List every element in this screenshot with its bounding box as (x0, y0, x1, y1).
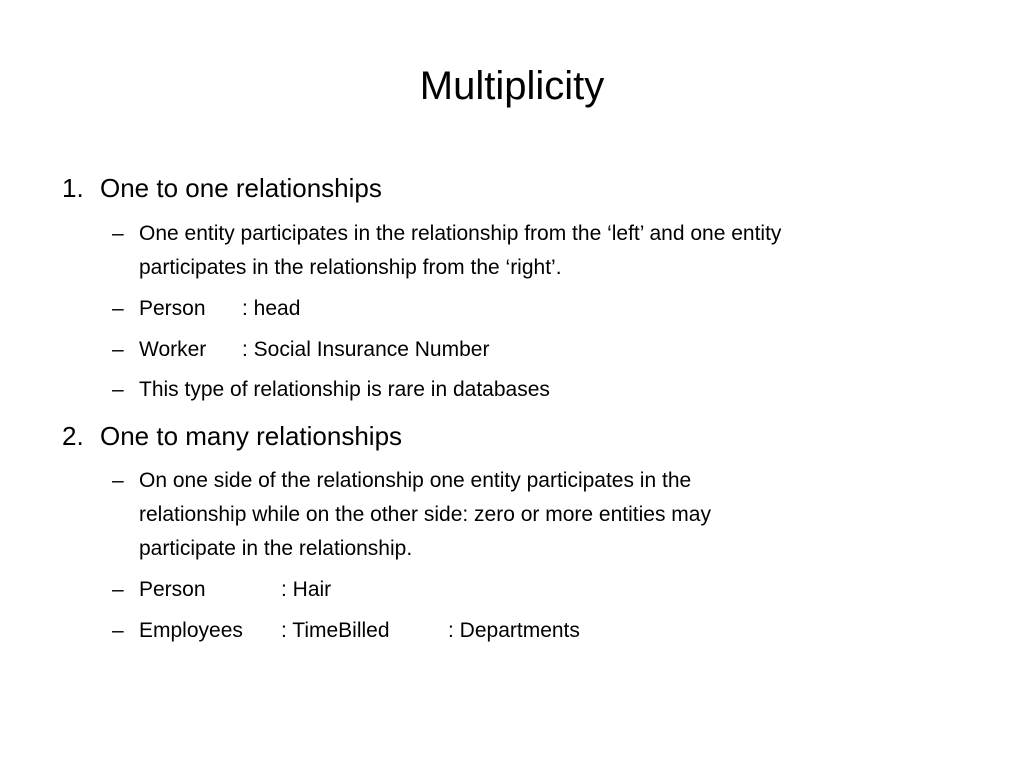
bullet-dash: – (112, 338, 124, 361)
bullet-1-1-line-1: One entity participates in the relationship from the ‘left’ and one entity (139, 222, 782, 245)
section-1-heading-text: One to one relationships (100, 173, 382, 203)
bullet-dash: – (112, 378, 124, 401)
bullet-1-2 (112, 292, 992, 326)
bullet-1-2-value: : head (242, 297, 301, 320)
section-1-number: 1. (62, 173, 84, 203)
bullet-1-2-term: Person (139, 297, 206, 320)
bullet-1-1-text (139, 217, 992, 285)
bullet-2-1-line-2: relationship while on the other side: zero or more entities may (139, 503, 711, 526)
bullet-1-3-value: : Social Insurance Number (242, 338, 490, 361)
bullet-dash: – (112, 222, 124, 245)
bullet-2-3-value-1: : TimeBilled (281, 619, 390, 642)
bullet-dash: – (112, 578, 124, 601)
bullet-2-2-value: : Hair (281, 578, 332, 601)
bullet-2-3-term: Employees (139, 619, 243, 642)
bullet-2-2-term: Person (139, 578, 206, 601)
bullet-2-1-text (139, 464, 992, 566)
bullet-1-4-text: This type of relationship is rare in databases (139, 378, 550, 401)
bullet-dash: – (112, 297, 124, 320)
bullet-2-1-line-3: participate in the relationship. (139, 537, 413, 560)
bullet-dash: – (112, 619, 124, 642)
bullet-dash: – (112, 469, 124, 492)
bullet-2-3-value-2: : Departments (448, 619, 580, 642)
bullet-2-2 (112, 573, 992, 607)
section-2-heading-text: One to many relationships (100, 421, 403, 451)
section-2-number: 2. (62, 421, 84, 451)
section-1-heading (62, 172, 382, 204)
bullet-1-3 (112, 333, 992, 367)
bullet-2-1-line-1: On one side of the relationship one entity participates in the (139, 469, 692, 492)
bullet-1-1-line-2: participates in the relationship from the ‘right’. (139, 256, 562, 279)
bullet-2-1 (112, 464, 992, 566)
slide-title: Multiplicity (419, 64, 605, 108)
bullet-1-1 (112, 217, 992, 285)
bullet-2-3 (112, 614, 992, 648)
section-2-heading (62, 420, 402, 452)
bullet-1-3-term: Worker (139, 338, 207, 361)
bullet-1-4 (112, 373, 992, 407)
